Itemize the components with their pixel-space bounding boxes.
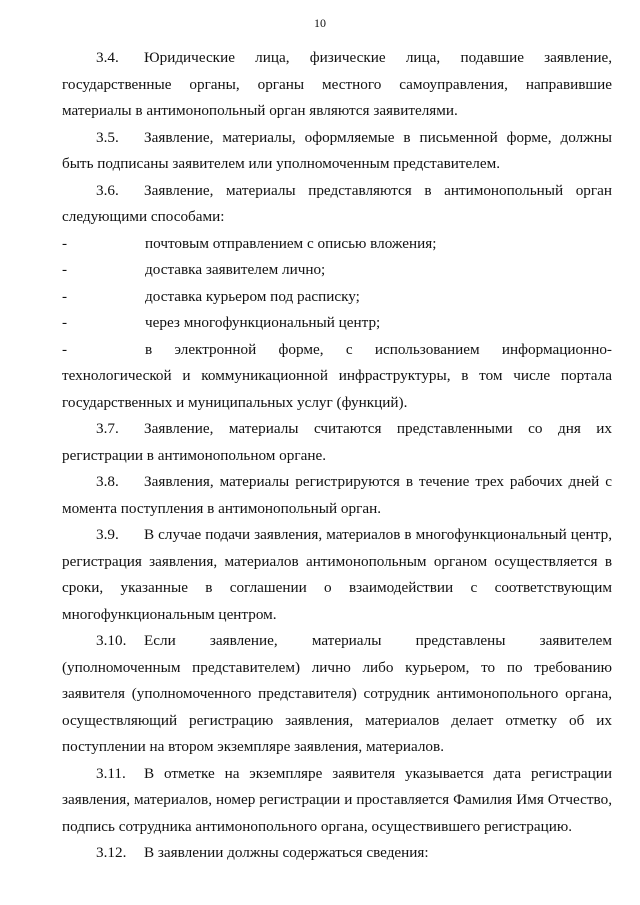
- paragraph-text: Заявление, материалы считаются представленными со дня их регистрации в антимонопольном органе.: [62, 420, 612, 464]
- bullet-item: [62, 337, 612, 417]
- bullet-dash: -: [62, 261, 68, 278]
- bullet-dash: -: [62, 314, 68, 331]
- paragraph-3-12: [62, 840, 612, 867]
- bullet-text: доставка заявителем лично;: [145, 261, 326, 278]
- paragraph-number: 3.6.: [96, 181, 119, 199]
- paragraph-number: 3.12.: [96, 844, 127, 861]
- paragraph-text: В заявлении должны содержаться сведения:: [144, 844, 429, 861]
- paragraph-text: В случае подачи заявления, материалов в многофункциональный центр, регистрация заявления, материалов антимонопольным органом осуществляется в сроки, указанные в соглашении о взаимодействии с соответствующим многофункциональным центром.: [62, 526, 612, 623]
- bullet-item: [62, 310, 612, 337]
- paragraph-number: 3.8.: [96, 473, 119, 490]
- paragraph-text: Заявления, материалы регистрируются в течение трех рабочих дней с момента поступления в антимонопольный орган.: [62, 473, 612, 517]
- bullet-text: через многофункциональный центр;: [145, 314, 381, 331]
- paragraph-number: 3.4.: [96, 49, 119, 66]
- paragraph-text: В отметке на экземпляре заявителя указывается дата регистрации заявления, материалов, номер регистрации и проставляется Фамилия Имя Отчество, подпись сотрудника антимонопольного органа, осуществившего регистрацию.: [62, 764, 612, 835]
- paragraph-number: 3.7.: [96, 420, 119, 437]
- bullet-dash: -: [62, 234, 68, 252]
- paragraph-number: 3.5.: [96, 128, 119, 146]
- bullet-dash: -: [62, 287, 68, 305]
- paragraph-3-11: [62, 761, 612, 841]
- bullet-text: доставка курьером под расписку;: [145, 287, 360, 305]
- paragraph-text: Заявление, материалы, оформляемые в письменной форме, должны быть подписаны заявителем или уполномоченным представителем.: [62, 128, 612, 172]
- paragraph-3-5: [62, 125, 612, 178]
- bullet-item: [62, 284, 612, 311]
- paragraph-number: 3.11.: [96, 764, 126, 782]
- paragraph-text: Если заявление, материалы представлены заявителем (уполномоченным представителем) лично либо курьером, то по требованию заявителя (уполномоченного представителя) сотрудник антимонопольного органа, осуществляющий регистрацию заявления, материалов делает отметку об их поступлении на втором экземпляре заявления, материалов.: [62, 632, 612, 755]
- paragraph-number: 3.9.: [96, 526, 119, 543]
- paragraph-3-7: [62, 416, 612, 469]
- page-number: 10: [314, 16, 326, 30]
- paragraph-3-4: [62, 45, 612, 125]
- paragraph-number: 3.10.: [96, 632, 127, 649]
- document-body: [62, 45, 612, 867]
- paragraph-3-8: [62, 469, 612, 522]
- paragraph-3-9: [62, 522, 612, 628]
- bullet-item: [62, 257, 612, 284]
- bullet-item: [62, 231, 612, 258]
- paragraph-text: Юридические лица, физические лица, подавшие заявление, государственные органы, органы местного самоуправления, направившие материалы в антимонопольный орган являются заявителями.: [62, 49, 612, 119]
- paragraph-3-10: [62, 628, 612, 761]
- paragraph-text: Заявление, материалы представляются в антимонопольный орган следующими способами:: [62, 181, 612, 225]
- bullet-text: почтовым отправлением с описью вложения;: [145, 234, 437, 252]
- paragraph-3-6: [62, 178, 612, 231]
- bullet-dash: -: [62, 340, 68, 358]
- bullet-text: в электронной форме, с использованием информационно-технологической и коммуникационной инфраструктуры, в том числе портала государственных и муниципальных услуг (функций).: [62, 340, 612, 411]
